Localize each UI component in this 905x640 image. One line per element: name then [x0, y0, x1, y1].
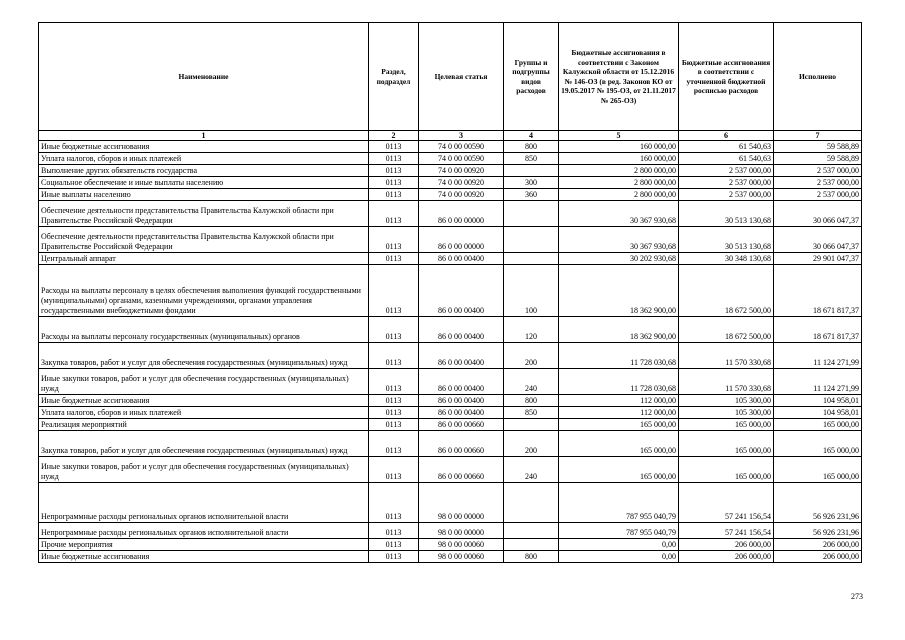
- table-cell-razdel: 0113: [369, 523, 419, 539]
- table-cell-executed: 206 000,00: [774, 539, 862, 551]
- table-cell-group: 850: [504, 407, 559, 419]
- table-cell-budget-adjusted: 61 540,63: [679, 141, 774, 153]
- col-number: 1: [39, 131, 369, 141]
- table-cell-razdel: 0113: [369, 165, 419, 177]
- table-cell-group: [504, 419, 559, 431]
- table-cell-razdel: 0113: [369, 265, 419, 317]
- table-cell-budget-adjusted: 2 537 000,00: [679, 165, 774, 177]
- table-cell-group: 240: [504, 457, 559, 483]
- table-cell-executed: 18 671 817,37: [774, 317, 862, 343]
- table-cell-target: 86 0 00 00000: [419, 227, 504, 253]
- table-cell-target: 86 0 00 00400: [419, 317, 504, 343]
- table-cell-budget-law: 2 800 000,00: [559, 165, 679, 177]
- table-cell-razdel: 0113: [369, 395, 419, 407]
- table-cell-group: 800: [504, 395, 559, 407]
- table-cell-budget-adjusted: 165 000,00: [679, 431, 774, 457]
- table-cell-budget-law: 165 000,00: [559, 419, 679, 431]
- table-cell-budget-adjusted: 206 000,00: [679, 539, 774, 551]
- table-cell-razdel: 0113: [369, 407, 419, 419]
- table-row: [39, 317, 862, 343]
- table-cell-executed: 56 926 231,96: [774, 483, 862, 523]
- table-cell-budget-adjusted: 165 000,00: [679, 419, 774, 431]
- table-cell-budget-law: 112 000,00: [559, 407, 679, 419]
- table-row: [39, 253, 862, 265]
- table-cell-executed: 104 958,01: [774, 407, 862, 419]
- table-row: [39, 153, 862, 165]
- table-cell-budget-adjusted: 30 348 130,68: [679, 253, 774, 265]
- table-cell-razdel: 0113: [369, 483, 419, 523]
- table-cell-razdel: 0113: [369, 539, 419, 551]
- table-cell-group: [504, 483, 559, 523]
- table-cell-budget-adjusted: 30 513 130,68: [679, 227, 774, 253]
- table-cell-group: 100: [504, 265, 559, 317]
- table-cell-target: 86 0 00 00400: [419, 253, 504, 265]
- table-cell-name: Закупка товаров, работ и услуг для обеспечения государственных (муниципальных) нужд: [39, 431, 369, 457]
- header-budget-adjusted: Бюджетные ассигнования в соответствии с уточненной бюджетной росписью расходов: [679, 23, 774, 131]
- table-cell-executed: 206 000,00: [774, 551, 862, 563]
- table-cell-name: Расходы на выплаты персоналу государственных (муниципальных) органов: [39, 317, 369, 343]
- table-cell-group: 200: [504, 431, 559, 457]
- table-cell-budget-law: 2 800 000,00: [559, 189, 679, 201]
- column-number-row: [39, 131, 862, 141]
- table-cell-group: 240: [504, 369, 559, 395]
- table-cell-razdel: 0113: [369, 253, 419, 265]
- table-cell-razdel: 0113: [369, 317, 419, 343]
- table-row: [39, 539, 862, 551]
- col-number: 5: [559, 131, 679, 141]
- table-cell-executed: 30 066 047,37: [774, 227, 862, 253]
- table-cell-razdel: 0113: [369, 419, 419, 431]
- table-cell-name: Уплата налогов, сборов и иных платежей: [39, 153, 369, 165]
- table-cell-budget-adjusted: 11 570 330,68: [679, 369, 774, 395]
- table-cell-name: Выполнение других обязательств государства: [39, 165, 369, 177]
- table-cell-budget-law: 18 362 900,00: [559, 265, 679, 317]
- table-cell-group: 120: [504, 317, 559, 343]
- table-cell-budget-adjusted: 57 241 156,54: [679, 523, 774, 539]
- table-cell-group: 800: [504, 551, 559, 563]
- table-cell-target: 86 0 00 00660: [419, 457, 504, 483]
- col-number: 2: [369, 131, 419, 141]
- col-number: 3: [419, 131, 504, 141]
- table-cell-name: Прочие мероприятия: [39, 539, 369, 551]
- table-cell-executed: 2 537 000,00: [774, 177, 862, 189]
- table-cell-executed: 29 901 047,37: [774, 253, 862, 265]
- table-cell-executed: 11 124 271,99: [774, 343, 862, 369]
- table-cell-group: [504, 523, 559, 539]
- table-cell-budget-adjusted: 30 513 130,68: [679, 201, 774, 227]
- table-cell-target: 98 0 00 00060: [419, 539, 504, 551]
- table-row: [39, 523, 862, 539]
- table-cell-name: Закупка товаров, работ и услуг для обеспечения государственных (муниципальных) нужд: [39, 343, 369, 369]
- table-cell-name: Обеспечение деятельности представительства Правительства Калужской области при Правительстве Российской Федерации: [39, 201, 369, 227]
- table-row: [39, 227, 862, 253]
- table-cell-executed: 165 000,00: [774, 431, 862, 457]
- table-cell-budget-law: 11 728 030,68: [559, 343, 679, 369]
- table-cell-target: 86 0 00 00400: [419, 395, 504, 407]
- table-cell-executed: 56 926 231,96: [774, 523, 862, 539]
- table-cell-executed: 11 124 271,99: [774, 369, 862, 395]
- table-cell-budget-law: 165 000,00: [559, 431, 679, 457]
- col-number: 4: [504, 131, 559, 141]
- table-cell-budget-law: 30 202 930,68: [559, 253, 679, 265]
- table-cell-budget-law: 160 000,00: [559, 141, 679, 153]
- table-cell-target: 74 0 00 00920: [419, 189, 504, 201]
- table-cell-budget-law: 0,00: [559, 551, 679, 563]
- table-cell-razdel: 0113: [369, 141, 419, 153]
- table-cell-budget-adjusted: 105 300,00: [679, 407, 774, 419]
- table-cell-target: 74 0 00 00920: [419, 165, 504, 177]
- table-cell-budget-adjusted: 165 000,00: [679, 457, 774, 483]
- table-cell-budget-adjusted: 57 241 156,54: [679, 483, 774, 523]
- header-groups: Группы и подгруппы видов расходов: [504, 23, 559, 131]
- table-cell-budget-law: 30 367 930,68: [559, 227, 679, 253]
- table-cell-target: 98 0 00 00000: [419, 483, 504, 523]
- table-cell-group: 850: [504, 153, 559, 165]
- col-number: 7: [774, 131, 862, 141]
- table-row: [39, 201, 862, 227]
- table-cell-budget-law: 18 362 900,00: [559, 317, 679, 343]
- table-cell-razdel: 0113: [369, 551, 419, 563]
- table-cell-group: 800: [504, 141, 559, 153]
- table-cell-executed: 165 000,00: [774, 457, 862, 483]
- header-name: Наименование: [39, 23, 369, 131]
- table-cell-executed: 104 958,01: [774, 395, 862, 407]
- table-cell-target: 98 0 00 00060: [419, 551, 504, 563]
- table-cell-razdel: 0113: [369, 457, 419, 483]
- table-cell-budget-law: 0,00: [559, 539, 679, 551]
- header-row: [39, 23, 862, 131]
- table-row: [39, 551, 862, 563]
- table-cell-executed: 2 537 000,00: [774, 189, 862, 201]
- table-cell-target: 86 0 00 00400: [419, 343, 504, 369]
- table-cell-target: 86 0 00 00400: [419, 265, 504, 317]
- page-number: 273: [851, 592, 863, 601]
- budget-table: [38, 22, 862, 563]
- table-cell-target: 86 0 00 00660: [419, 431, 504, 457]
- table-cell-group: [504, 201, 559, 227]
- col-number: 6: [679, 131, 774, 141]
- table-cell-executed: 165 000,00: [774, 419, 862, 431]
- header-budget-law: Бюджетные ассигнования в соответствии с Законом Калужской области от 15.12.2016 № 146-ОЗ (в ред. Законов КО от 19.05.2017 № 195-ОЗ, от 21.11.2017 № 265-ОЗ): [559, 23, 679, 131]
- table-cell-budget-law: 165 000,00: [559, 457, 679, 483]
- table-cell-razdel: 0113: [369, 153, 419, 165]
- table-row: [39, 457, 862, 483]
- table-cell-group: 360: [504, 189, 559, 201]
- table-row: [39, 407, 862, 419]
- table-cell-target: 86 0 00 00400: [419, 369, 504, 395]
- table-row: [39, 419, 862, 431]
- table-row: [39, 343, 862, 369]
- table-cell-budget-law: 160 000,00: [559, 153, 679, 165]
- table-row: [39, 165, 862, 177]
- table-cell-budget-law: 787 955 040,79: [559, 483, 679, 523]
- table-row: [39, 265, 862, 317]
- table-cell-budget-law: 30 367 930,68: [559, 201, 679, 227]
- table-cell-group: [504, 165, 559, 177]
- table-cell-budget-adjusted: 11 570 330,68: [679, 343, 774, 369]
- table-cell-name: Непрограммные расходы региональных органов исполнительной власти: [39, 523, 369, 539]
- table-row: [39, 189, 862, 201]
- table-cell-budget-adjusted: 18 672 500,00: [679, 265, 774, 317]
- table-cell-executed: 59 588,89: [774, 141, 862, 153]
- table-cell-name: Социальное обеспечение и иные выплаты населению: [39, 177, 369, 189]
- table-cell-budget-adjusted: 61 540,63: [679, 153, 774, 165]
- table-cell-name: Реализация мероприятий: [39, 419, 369, 431]
- table-cell-razdel: 0113: [369, 343, 419, 369]
- table-cell-name: Иные закупки товаров, работ и услуг для обеспечения государственных (муниципальных) нужд: [39, 369, 369, 395]
- table-cell-group: [504, 253, 559, 265]
- table-cell-target: 86 0 00 00400: [419, 407, 504, 419]
- table-cell-budget-law: 11 728 030,68: [559, 369, 679, 395]
- table-cell-budget-adjusted: 206 000,00: [679, 551, 774, 563]
- table-cell-group: [504, 539, 559, 551]
- table-cell-budget-law: 787 955 040,79: [559, 523, 679, 539]
- table-row: [39, 369, 862, 395]
- table-cell-razdel: 0113: [369, 189, 419, 201]
- table-cell-target: 74 0 00 00590: [419, 141, 504, 153]
- header-executed: Исполнено: [774, 23, 862, 131]
- table-cell-name: Центральный аппарат: [39, 253, 369, 265]
- header-target: Целевая статья: [419, 23, 504, 131]
- table-cell-group: 200: [504, 343, 559, 369]
- table-cell-budget-adjusted: 105 300,00: [679, 395, 774, 407]
- table-cell-budget-adjusted: 2 537 000,00: [679, 177, 774, 189]
- table-cell-target: 74 0 00 00920: [419, 177, 504, 189]
- table-cell-budget-adjusted: 2 537 000,00: [679, 189, 774, 201]
- table-row: [39, 431, 862, 457]
- table-cell-target: 86 0 00 00000: [419, 201, 504, 227]
- table-cell-executed: 18 671 817,37: [774, 265, 862, 317]
- table-cell-target: 86 0 00 00660: [419, 419, 504, 431]
- table-cell-target: 98 0 00 00000: [419, 523, 504, 539]
- table-row: [39, 177, 862, 189]
- table-cell-name: Обеспечение деятельности представительства Правительства Калужской области при Правительстве Российской Федерации: [39, 227, 369, 253]
- table-cell-razdel: 0113: [369, 369, 419, 395]
- table-cell-razdel: 0113: [369, 227, 419, 253]
- table-cell-name: Иные закупки товаров, работ и услуг для обеспечения государственных (муниципальных) нужд: [39, 457, 369, 483]
- table-cell-target: 74 0 00 00590: [419, 153, 504, 165]
- table-body: [39, 141, 862, 563]
- table-cell-group: [504, 227, 559, 253]
- table-row: [39, 395, 862, 407]
- header-razdel: Раздел, подраздел: [369, 23, 419, 131]
- table-cell-razdel: 0113: [369, 431, 419, 457]
- table-cell-razdel: 0113: [369, 201, 419, 227]
- table-cell-executed: 59 588,89: [774, 153, 862, 165]
- table-cell-group: 300: [504, 177, 559, 189]
- table-cell-executed: 2 537 000,00: [774, 165, 862, 177]
- table-cell-name: Расходы на выплаты персоналу в целях обеспечения выполнения функций государственными (муниципальными) органами, казенными учреждениями, органами управления государственными внебюджетными фондами: [39, 265, 369, 317]
- table-cell-budget-adjusted: 18 672 500,00: [679, 317, 774, 343]
- table-row: [39, 141, 862, 153]
- table-cell-name: Иные бюджетные ассигнования: [39, 141, 369, 153]
- table-cell-razdel: 0113: [369, 177, 419, 189]
- table-cell-name: Иные бюджетные ассигнования: [39, 395, 369, 407]
- table-cell-executed: 30 066 047,37: [774, 201, 862, 227]
- table-cell-name: Иные бюджетные ассигнования: [39, 551, 369, 563]
- table-cell-budget-law: 2 800 000,00: [559, 177, 679, 189]
- table-row: [39, 483, 862, 523]
- table-cell-name: Непрограммные расходы региональных органов исполнительной власти: [39, 483, 369, 523]
- table-cell-name: Уплата налогов, сборов и иных платежей: [39, 407, 369, 419]
- table-cell-budget-law: 112 000,00: [559, 395, 679, 407]
- table-cell-name: Иные выплаты населению: [39, 189, 369, 201]
